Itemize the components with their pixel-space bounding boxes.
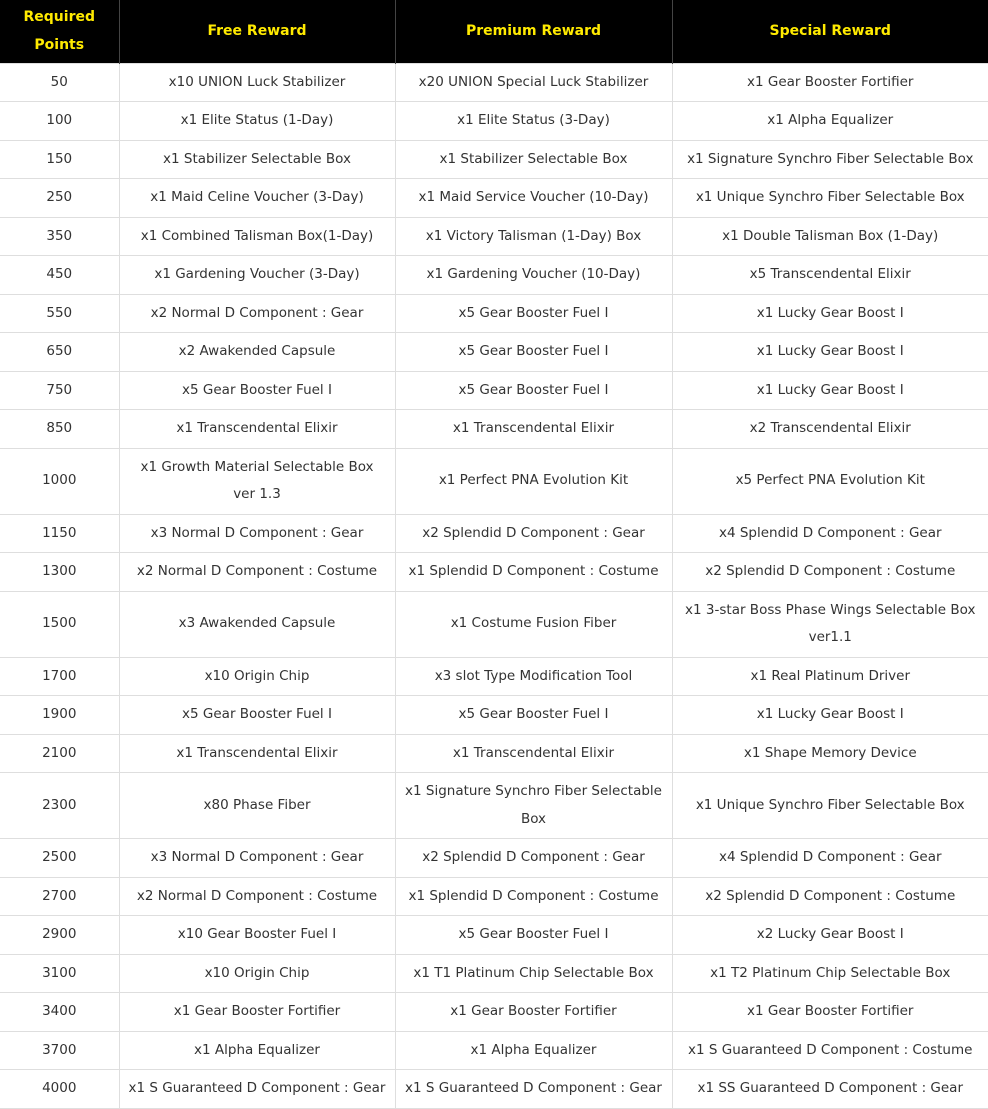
points-cell: 550	[0, 294, 119, 333]
special-reward-cell: x1 Signature Synchro Fiber Selectable Box	[672, 140, 988, 179]
points-cell: 50	[0, 63, 119, 102]
points-cell: 4000	[0, 1070, 119, 1109]
table-row	[0, 657, 988, 696]
special-reward-cell: x1 Lucky Gear Boost I	[672, 696, 988, 735]
points-cell: 1700	[0, 657, 119, 696]
free-reward-cell: x2 Normal D Component : Costume	[119, 877, 395, 916]
free-reward-cell: x1 Alpha Equalizer	[119, 1031, 395, 1070]
free-reward-cell: x3 Normal D Component : Gear	[119, 514, 395, 553]
points-cell: 2500	[0, 839, 119, 878]
premium-reward-cell: x1 Perfect PNA Evolution Kit	[395, 448, 672, 514]
special-reward-cell: x4 Splendid D Component : Gear	[672, 839, 988, 878]
points-cell: 150	[0, 140, 119, 179]
points-cell: 2100	[0, 734, 119, 773]
points-cell: 1150	[0, 514, 119, 553]
free-reward-cell: x2 Awakended Capsule	[119, 333, 395, 372]
free-reward-cell: x80 Phase Fiber	[119, 773, 395, 839]
special-reward-cell: x1 Unique Synchro Fiber Selectable Box	[672, 773, 988, 839]
special-reward-cell: x1 Shape Memory Device	[672, 734, 988, 773]
points-cell: 2900	[0, 916, 119, 955]
premium-reward-cell: x1 Splendid D Component : Costume	[395, 877, 672, 916]
special-reward-cell: x2 Splendid D Component : Costume	[672, 553, 988, 592]
special-reward-cell: x5 Perfect PNA Evolution Kit	[672, 448, 988, 514]
special-reward-cell: x1 Lucky Gear Boost I	[672, 371, 988, 410]
free-reward-cell: x1 Transcendental Elixir	[119, 410, 395, 449]
special-reward-cell: x2 Lucky Gear Boost I	[672, 916, 988, 955]
points-cell: 1000	[0, 448, 119, 514]
table-row	[0, 954, 988, 993]
free-reward-cell: x1 Maid Celine Voucher (3-Day)	[119, 179, 395, 218]
table-row	[0, 333, 988, 372]
free-reward-cell: x1 Transcendental Elixir	[119, 734, 395, 773]
table-row	[0, 448, 988, 514]
premium-reward-cell: x20 UNION Special Luck Stabilizer	[395, 63, 672, 102]
points-cell: 3400	[0, 993, 119, 1032]
free-reward-cell: x10 Origin Chip	[119, 954, 395, 993]
table-body	[0, 63, 988, 1108]
table-row	[0, 410, 988, 449]
premium-reward-cell: x1 Costume Fusion Fiber	[395, 591, 672, 657]
premium-reward-cell: x5 Gear Booster Fuel I	[395, 333, 672, 372]
table-row	[0, 1031, 988, 1070]
premium-reward-cell: x5 Gear Booster Fuel I	[395, 294, 672, 333]
free-reward-cell: x1 S Guaranteed D Component : Gear	[119, 1070, 395, 1109]
premium-reward-cell: x1 Gear Booster Fortifier	[395, 993, 672, 1032]
premium-reward-cell: x1 Signature Synchro Fiber Selectable Box	[395, 773, 672, 839]
table-row	[0, 102, 988, 141]
premium-reward-cell: x5 Gear Booster Fuel I	[395, 696, 672, 735]
free-reward-cell: x10 Gear Booster Fuel I	[119, 916, 395, 955]
premium-reward-cell: x1 Transcendental Elixir	[395, 734, 672, 773]
premium-reward-cell: x5 Gear Booster Fuel I	[395, 371, 672, 410]
free-reward-cell: x2 Normal D Component : Costume	[119, 553, 395, 592]
special-reward-cell: x1 T2 Platinum Chip Selectable Box	[672, 954, 988, 993]
premium-reward-cell: x1 Elite Status (3-Day)	[395, 102, 672, 141]
premium-reward-cell: x1 S Guaranteed D Component : Gear	[395, 1070, 672, 1109]
special-reward-cell: x1 Gear Booster Fortifier	[672, 63, 988, 102]
points-cell: 750	[0, 371, 119, 410]
premium-reward-cell: x1 Stabilizer Selectable Box	[395, 140, 672, 179]
special-reward-cell: x1 Real Platinum Driver	[672, 657, 988, 696]
special-reward-cell: x1 Gear Booster Fortifier	[672, 993, 988, 1032]
premium-reward-cell: x3 slot Type Modification Tool	[395, 657, 672, 696]
special-reward-cell: x2 Splendid D Component : Costume	[672, 877, 988, 916]
points-cell: 450	[0, 256, 119, 295]
free-reward-cell: x1 Combined Talisman Box(1-Day)	[119, 217, 395, 256]
table-row	[0, 591, 988, 657]
special-reward-cell: x1 3-star Boss Phase Wings Selectable Box ver1.1	[672, 591, 988, 657]
special-reward-cell: x1 Lucky Gear Boost I	[672, 294, 988, 333]
table-row	[0, 696, 988, 735]
table-row	[0, 256, 988, 295]
points-cell: 1500	[0, 591, 119, 657]
points-cell: 100	[0, 102, 119, 141]
special-reward-cell: x1 Alpha Equalizer	[672, 102, 988, 141]
table-row	[0, 993, 988, 1032]
points-cell: 2700	[0, 877, 119, 916]
points-cell: 1300	[0, 553, 119, 592]
header-free-reward: Free Reward	[119, 0, 395, 63]
table-header	[0, 0, 988, 63]
special-reward-cell: x1 Unique Synchro Fiber Selectable Box	[672, 179, 988, 218]
points-cell: 250	[0, 179, 119, 218]
free-reward-cell: x3 Awakended Capsule	[119, 591, 395, 657]
free-reward-cell: x1 Growth Material Selectable Box ver 1.3	[119, 448, 395, 514]
free-reward-cell: x5 Gear Booster Fuel I	[119, 696, 395, 735]
points-cell: 650	[0, 333, 119, 372]
header-required-points: Required Points	[0, 0, 119, 63]
premium-reward-cell: x1 Splendid D Component : Costume	[395, 553, 672, 592]
points-cell: 3100	[0, 954, 119, 993]
points-cell: 2300	[0, 773, 119, 839]
premium-reward-cell: x5 Gear Booster Fuel I	[395, 916, 672, 955]
table-row	[0, 1070, 988, 1109]
free-reward-cell: x3 Normal D Component : Gear	[119, 839, 395, 878]
premium-reward-cell: x1 T1 Platinum Chip Selectable Box	[395, 954, 672, 993]
table-row	[0, 916, 988, 955]
free-reward-cell: x10 Origin Chip	[119, 657, 395, 696]
free-reward-cell: x10 UNION Luck Stabilizer	[119, 63, 395, 102]
free-reward-cell: x1 Elite Status (1-Day)	[119, 102, 395, 141]
header-special-reward: Special Reward	[672, 0, 988, 63]
points-cell: 1900	[0, 696, 119, 735]
table-row	[0, 877, 988, 916]
table-row	[0, 371, 988, 410]
table-row	[0, 773, 988, 839]
table-row	[0, 294, 988, 333]
premium-reward-cell: x1 Transcendental Elixir	[395, 410, 672, 449]
table-row	[0, 514, 988, 553]
table-row	[0, 553, 988, 592]
points-cell: 3700	[0, 1031, 119, 1070]
free-reward-cell: x5 Gear Booster Fuel I	[119, 371, 395, 410]
table-row	[0, 140, 988, 179]
free-reward-cell: x2 Normal D Component : Gear	[119, 294, 395, 333]
free-reward-cell: x1 Gardening Voucher (3-Day)	[119, 256, 395, 295]
points-cell: 350	[0, 217, 119, 256]
points-cell: 850	[0, 410, 119, 449]
premium-reward-cell: x1 Gardening Voucher (10-Day)	[395, 256, 672, 295]
special-reward-cell: x2 Transcendental Elixir	[672, 410, 988, 449]
special-reward-cell: x1 Double Talisman Box (1-Day)	[672, 217, 988, 256]
special-reward-cell: x5 Transcendental Elixir	[672, 256, 988, 295]
header-premium-reward: Premium Reward	[395, 0, 672, 63]
premium-reward-cell: x1 Alpha Equalizer	[395, 1031, 672, 1070]
table-row	[0, 63, 988, 102]
premium-reward-cell: x1 Maid Service Voucher (10-Day)	[395, 179, 672, 218]
special-reward-cell: x4 Splendid D Component : Gear	[672, 514, 988, 553]
free-reward-cell: x1 Stabilizer Selectable Box	[119, 140, 395, 179]
premium-reward-cell: x1 Victory Talisman (1-Day) Box	[395, 217, 672, 256]
header-row	[0, 0, 988, 63]
table-row	[0, 839, 988, 878]
special-reward-cell: x1 SS Guaranteed D Component : Gear	[672, 1070, 988, 1109]
premium-reward-cell: x2 Splendid D Component : Gear	[395, 514, 672, 553]
special-reward-cell: x1 S Guaranteed D Component : Costume	[672, 1031, 988, 1070]
table-row	[0, 217, 988, 256]
premium-reward-cell: x2 Splendid D Component : Gear	[395, 839, 672, 878]
table-row	[0, 179, 988, 218]
table-row	[0, 734, 988, 773]
special-reward-cell: x1 Lucky Gear Boost I	[672, 333, 988, 372]
free-reward-cell: x1 Gear Booster Fortifier	[119, 993, 395, 1032]
